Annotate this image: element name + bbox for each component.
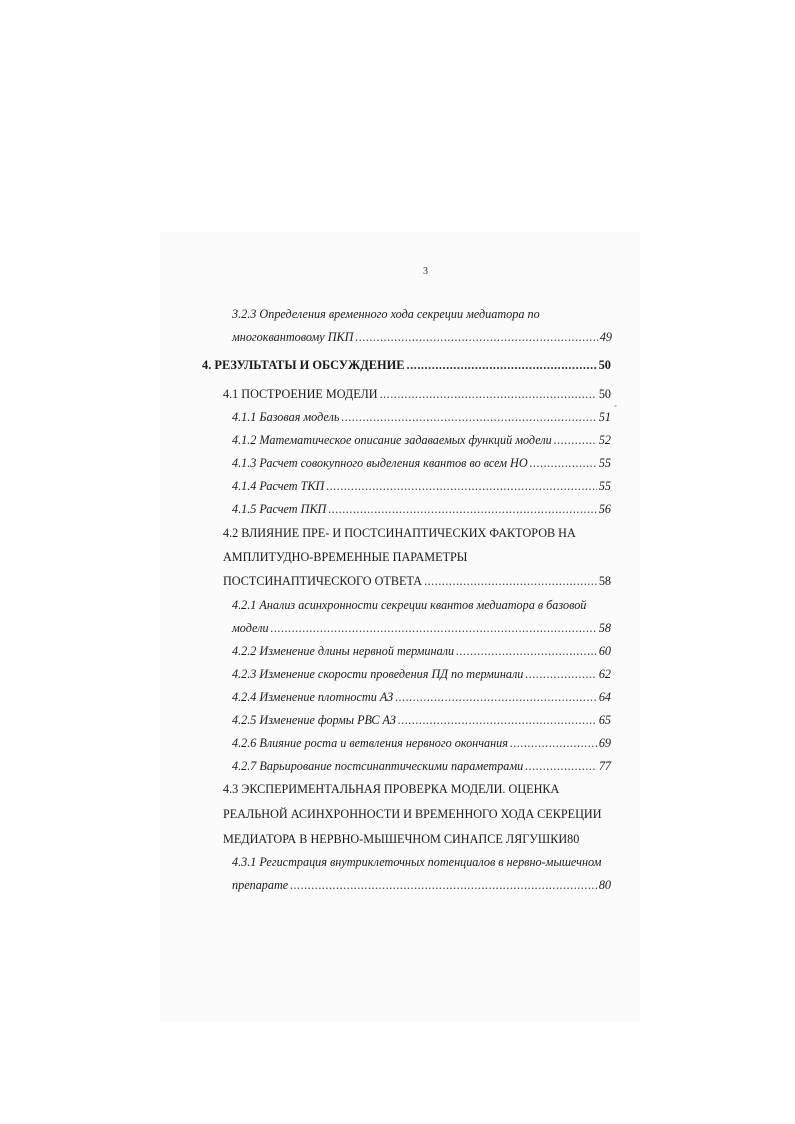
toc-entry-4-2-line2: АМПЛИТУДНО-ВРЕМЕННЫЕ ПАРАМЕТРЫ xyxy=(223,550,468,564)
dot-leader xyxy=(525,756,597,776)
toc-page: 77 xyxy=(598,759,611,773)
dot-leader xyxy=(380,384,597,404)
page-number: 3 xyxy=(423,266,428,277)
dot-leader xyxy=(456,641,597,661)
toc-page: 50 xyxy=(598,387,611,401)
toc-label: модели xyxy=(232,621,269,635)
toc-label: 4.2.4 Изменение плотности АЗ xyxy=(232,690,394,704)
toc-entry-4-2-7 xyxy=(232,756,611,776)
dot-leader xyxy=(424,571,597,591)
toc-page: 56 xyxy=(598,502,611,516)
dot-leader xyxy=(510,733,597,753)
toc-page: 60 xyxy=(598,644,611,658)
toc-entry-3-2-3 xyxy=(232,327,612,347)
toc-label: 4. РЕЗУЛЬТАТЫ И ОБСУЖДЕНИЕ xyxy=(202,358,405,372)
toc-label: 4.2.2 Изменение длины нервной терминали xyxy=(232,644,455,658)
dot-leader xyxy=(271,618,597,638)
toc-entry-4-2-line1: 4.2 ВЛИЯНИЕ ПРЕ- И ПОСТСИНАПТИЧЕСКИХ ФАКТОРОВ НА xyxy=(223,526,576,540)
toc-label: 4.1.4 Расчет ТКП xyxy=(232,479,325,493)
toc-label: 4.1 ПОСТРОЕНИЕ МОДЕЛИ xyxy=(223,387,378,401)
toc-entry-4-3-line3: МЕДИАТОРА В НЕРВНО-МЫШЕЧНОМ СИНАПСЕ ЛЯГУШКИ80 xyxy=(223,832,580,846)
toc-label: препарате xyxy=(232,878,289,892)
toc-label: 4.2.5 Изменение формы РВС АЗ xyxy=(232,713,396,727)
toc-entry-4-1-3 xyxy=(232,453,611,473)
dot-leader xyxy=(398,710,597,730)
toc-entry-4 xyxy=(202,355,611,375)
toc-entry-4-2 xyxy=(223,571,611,591)
dot-leader xyxy=(341,407,596,427)
dot-leader xyxy=(326,476,596,496)
toc-entry-4-1-2 xyxy=(232,430,611,450)
dot-leader xyxy=(395,687,597,707)
toc-entry-4-3-line1: 4.3 ЭКСПЕРИМЕНТАЛЬНАЯ ПРОВЕРКА МОДЕЛИ. ОЦЕНКА xyxy=(223,782,560,796)
toc-page: 55 xyxy=(598,479,611,493)
toc-label: 4.1.1 Базовая модель xyxy=(232,410,340,424)
toc-label: 4.2.3 Изменение скорости проведения ПД по терминали xyxy=(232,667,524,681)
toc-entry-4-1-4 xyxy=(232,476,611,496)
toc-label: 4.1.2 Математическое описание задаваемых функций модели xyxy=(232,433,552,447)
toc-page: 51 xyxy=(598,410,611,424)
toc-entry-4-2-1 xyxy=(232,618,611,638)
toc-entry-3-2-3-line1: 3.2.3 Определения временного хода секреции медиатора по xyxy=(232,307,540,321)
toc-entry-4-1-1 xyxy=(232,407,611,427)
toc-entry-4-1-5 xyxy=(232,499,611,519)
toc-label: 4.2.6 Влияние роста и ветвления нервного окончания xyxy=(232,736,508,750)
toc-entry-4-2-2 xyxy=(232,641,611,661)
toc-entry-4-1 xyxy=(223,384,611,404)
toc-page: 80 xyxy=(598,878,611,892)
toc-label: 4.1.3 Расчет совокупного выделения квантов во всем НО xyxy=(232,456,528,470)
toc-label: 4.2.7 Варьирование постсинаптическими параметрами xyxy=(232,759,524,773)
toc-page: 52 xyxy=(598,433,611,447)
toc-page: 58 xyxy=(598,574,611,588)
dot-leader xyxy=(407,355,597,375)
dot-leader xyxy=(328,499,596,519)
toc-page: 50 xyxy=(598,358,611,372)
toc-entry-4-2-4 xyxy=(232,687,611,707)
toc-page: 58 xyxy=(598,621,611,635)
dot-leader xyxy=(554,430,597,450)
toc-entry-4-2-3 xyxy=(232,664,611,684)
speck-mark: ˚ xyxy=(614,404,617,414)
dot-leader xyxy=(355,327,597,347)
toc-entry-4-2-6 xyxy=(232,733,611,753)
dot-leader xyxy=(290,875,597,895)
toc-entry-4-3-line2: РЕАЛЬНОЙ АСИНХРОННОСТИ И ВРЕМЕННОГО ХОДА СЕКРЕЦИИ xyxy=(223,807,602,821)
dot-leader xyxy=(530,453,597,473)
dot-leader xyxy=(525,664,596,684)
toc-entry-4-3-1 xyxy=(232,875,611,895)
toc-page: 69 xyxy=(598,736,611,750)
toc-entry-4-2-1-line1: 4.2.1 Анализ асинхронности секреции квантов медиатора в базовой xyxy=(232,598,587,612)
toc-page: 65 xyxy=(598,713,611,727)
toc-page: 49 xyxy=(599,330,612,344)
toc-entry-4-3-1-line1: 4.3.1 Регистрация внутриклеточных потенциалов в нервно-мышечном xyxy=(232,855,602,869)
toc-page: 62 xyxy=(598,667,611,681)
toc-label: ПОСТСИНАПТИЧЕСКОГО ОТВЕТА xyxy=(223,574,423,588)
toc-label: 4.1.5 Расчет ПКП xyxy=(232,502,327,516)
toc-page: 64 xyxy=(598,690,611,704)
toc-label: многоквантовому ПКП xyxy=(232,330,354,344)
toc-entry-4-2-5 xyxy=(232,710,611,730)
toc-page: 55 xyxy=(598,456,611,470)
